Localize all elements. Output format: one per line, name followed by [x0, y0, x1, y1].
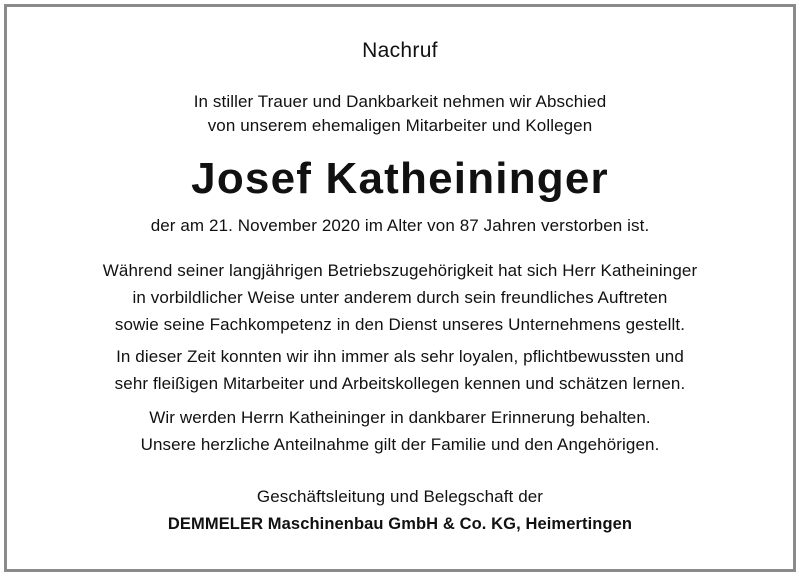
notice-title: Nachruf: [362, 39, 438, 62]
death-date-line: der am 21. November 2020 im Alter von 87 Jahren verstorben ist.: [150, 216, 650, 235]
paragraph-3-line-1: Wir werden Herrn Katheininger in dankbarer Erinnerung behalten.: [149, 408, 651, 427]
paragraph-1-line-2: in vorbildlicher Weise unter anderem durch sein freundliches Auftreten: [132, 288, 668, 307]
intro-line-2: von unserem ehemaligen Mitarbeiter und Kollegen: [207, 116, 593, 135]
paragraph-2-line-1: In dieser Zeit konnten wir ihn immer als sehr loyalen, pflichtbewussten und: [116, 347, 684, 366]
intro-line-1: In stiller Trauer und Dankbarkeit nehmen wir Abschied: [193, 92, 607, 111]
paragraph-1-line-1: Während seiner langjährigen Betriebszugehörigkeit hat sich Herr Katheininger: [102, 261, 698, 280]
paragraph-2-line-2: sehr fleißigen Mitarbeiter und Arbeitskollegen kennen und schätzen lernen.: [114, 374, 686, 393]
deceased-name: Josef Katheininger: [191, 154, 609, 203]
company-name: DEMMELER Maschinenbau GmbH & Co. KG, Heimertingen: [167, 515, 633, 533]
signature-line: Geschäftsleitung und Belegschaft der: [256, 487, 544, 506]
paragraph-3-line-2: Unsere herzliche Anteilnahme gilt der Familie und den Angehörigen.: [140, 435, 660, 454]
paragraph-1-line-3: sowie seine Fachkompetenz in den Dienst unseres Unternehmens gestellt.: [114, 315, 686, 334]
